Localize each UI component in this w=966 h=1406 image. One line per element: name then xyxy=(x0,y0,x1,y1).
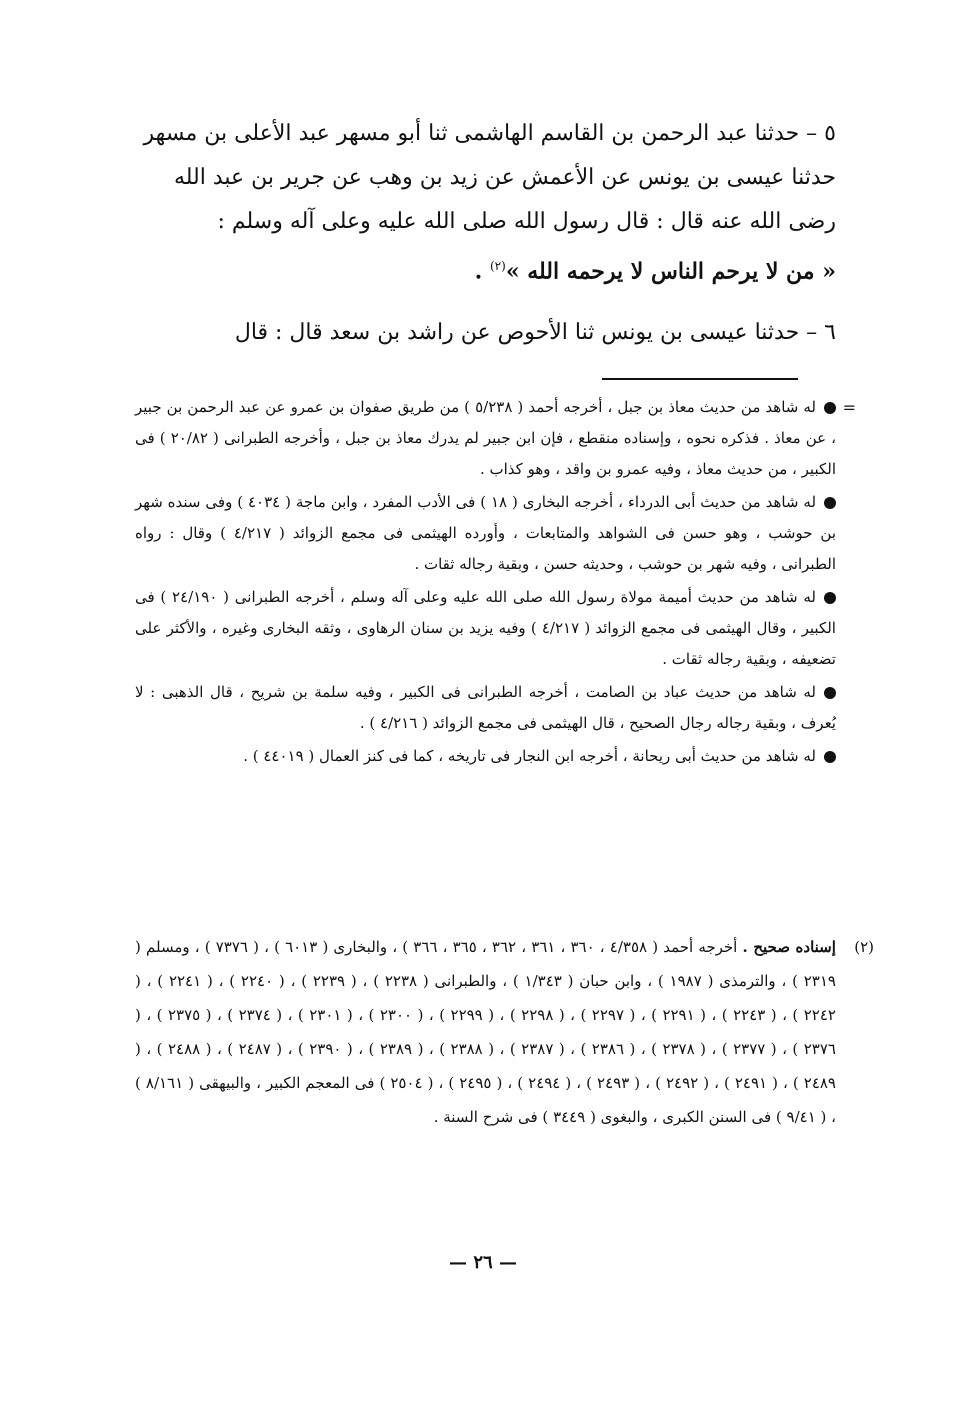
bullet-icon xyxy=(824,751,836,763)
main-text xyxy=(135,112,836,355)
note-text: له شاهد من حديث أبى الدرداء ، أخرجه البخارى ( ١٨ ) فى الأدب المفرد ، وابن ماجة ( ٤٠٣٤ ) وفى سنده شهر بن حوشب ، وهو حسن فى الشواهد والمتابعات ، وأورده الهيثمى فى مجمع الزوائد ( ٤/٢١٧ ) وقال : رواه الطبرانى ، وفيه شهر بن حوشب ، وحديثه حسن ، وبقية رجاله ثقات . xyxy=(135,493,836,573)
note-abu-darda xyxy=(135,487,836,580)
hadith-5-quote: « من لا يرحم الناس لا يرحمه الله » xyxy=(505,258,836,285)
hadith-6-line-1: ٦ – حدثنا عيسى بن يونس ثنا الأحوص عن راشد بن سعد قال : قال xyxy=(234,320,836,346)
footnote-2-body: أخرجه أحمد ( ٤/٣٥٨ ، ٣٦٠ ، ٣٦١ ، ٣٦٢ ، ٣٦٥ ، ٣٦٦ ) ، والبخارى ( ٦٠١٣ ) ، ( ٧٣٧٦ ) ، ومسلم ( ٢٣١٩ ) ، والترمذى ( ١٩٨٧ ) ، وابن حبان ( ١/٣٤٣ ) ، والطبرانى ( ٢٢٣٨ ) ، ( ٢٢٣٩ ) ، ( ٢٢٤٠ ) ، ( ٢٢٤١ ) ، ( ٢٢٤٢ ) ، ( ٢٢٤٣ ) ، ( ٢٢٩١ ) ، ( ٢٢٩٧ ) ، ( ٢٢٩٨ ) ، ( ٢٢٩٩ ) ، ( ٢٣٠٠ ) ، ( ٢٣٠١ ) ، ( ٢٣٧٤ ) ، ( ٢٣٧٥ ) ، ( ٢٣٧٦ ) ، ( ٢٣٧٧ ) ، ( ٢٣٧٨ ) ، ( ٢٣٨٦ ) ، ( ٢٣٨٧ ) ، ( ٢٣٨٨ ) ، ( ٢٣٨٩ ) ، ( ٢٣٩٠ ) ، ( ٢٤٨٧ ) ، ( ٢٤٨٨ ) ، ( ٢٤٨٩ ) ، ( ٢٤٩١ ) ، ( ٢٤٩٢ ) ، ( ٢٤٩٣ ) ، ( ٢٤٩٤ ) ، ( ٢٤٩٥ ) ، ( ٢٥٠٤ ) فى المعجم الكبير ، والبيهقى ( ٨/١٦١ ) ، ( ٩/٤١ ) فى السنن الكبرى ، والبغوى ( ٣٤٤٩ ) فى شرح السنة . xyxy=(135,938,836,1126)
note-muadh xyxy=(135,392,836,485)
hadith-5-end: . xyxy=(474,258,490,285)
note-text: له شاهد من حديث معاذ بن جبل ، أخرجه أحمد ( ٥/٢٣٨ ) من طريق صفوان بن عمرو عن عبد الرحمن بن جبير ، عن معاذ . فذكره نحوه ، وإسناده منقطع ، فإن ابن جبير لم يدرك معاذ بن جبل ، وأخرجه الطبرانى ( ٢٠/٨٢ ) فى الكبير ، من حديث معاذ ، وفيه عمرو بن واقد ، وهو كذاب . xyxy=(135,398,836,478)
continuation-mark: = xyxy=(842,398,856,417)
bullet-icon xyxy=(824,592,836,604)
note-text: له شاهد من حديث عباد بن الصامت ، أخرجه الطبرانى فى الكبير ، وفيه سلمة بن شريح ، قال الذهبى : لا يُعرف ، وبقية رجاله رجال الصحيح ، قال الهيثمى فى مجمع الزوائد ( ٤/٢١٦ ) . xyxy=(135,683,836,732)
footnote-2-number: (٢) xyxy=(854,938,874,956)
footnote-2-lead: إسناده صحيح . xyxy=(742,938,836,956)
footnote-2 xyxy=(135,930,874,1134)
hadith-5-line-3: رضى الله عنه قال : قال رسول الله صلى الله عليه وعلى آله وسلم : xyxy=(217,209,836,234)
note-umayma xyxy=(135,582,836,675)
footnote-2-text xyxy=(135,930,836,1134)
note-text: له شاهد من حديث أميمة مولاة رسول الله صلى الله عليه وعلى آله وسلم ، أخرجه الطبرانى ( ٢٤/١٩٠ ) فى الكبير ، وقال الهيثمى فى مجمع الزوائد ( ٤/٢١٧ ) وفيه يزيد بن سنان الرهاوى ، وثقه البخارى وغيره ، والأكثر على تضعيفه ، وبقية رجاله ثقات . xyxy=(135,588,836,668)
bullet-icon xyxy=(824,687,836,699)
page-number: — ٢٦ — xyxy=(449,1252,517,1273)
hadith-5-quote-line xyxy=(135,244,836,293)
footnote-ref-2: (٢) xyxy=(489,259,506,273)
note-ubada xyxy=(135,677,836,739)
hadith-5-line-1: ٥ – حدثنا عبد الرحمن بن القاسم الهاشمى ثنا أبو مسهر عبد الأعلى بن مسهر xyxy=(143,121,836,146)
footnotes-continuation xyxy=(135,392,856,774)
note-abu-rayhana xyxy=(135,741,836,772)
bullet-icon xyxy=(824,402,836,414)
bullet-icon xyxy=(824,497,836,509)
hadith-5-line-2: حدثنا عيسى بن يونس عن الأعمش عن زيد بن وهب عن جرير بن عبد الله xyxy=(173,165,836,190)
footnote-divider xyxy=(602,378,798,380)
note-text: له شاهد من حديث أبى ريحانة ، أخرجه ابن النجار فى تاريخه ، كما فى كنز العمال ( ٤٤٠١٩ ) . xyxy=(243,747,816,765)
